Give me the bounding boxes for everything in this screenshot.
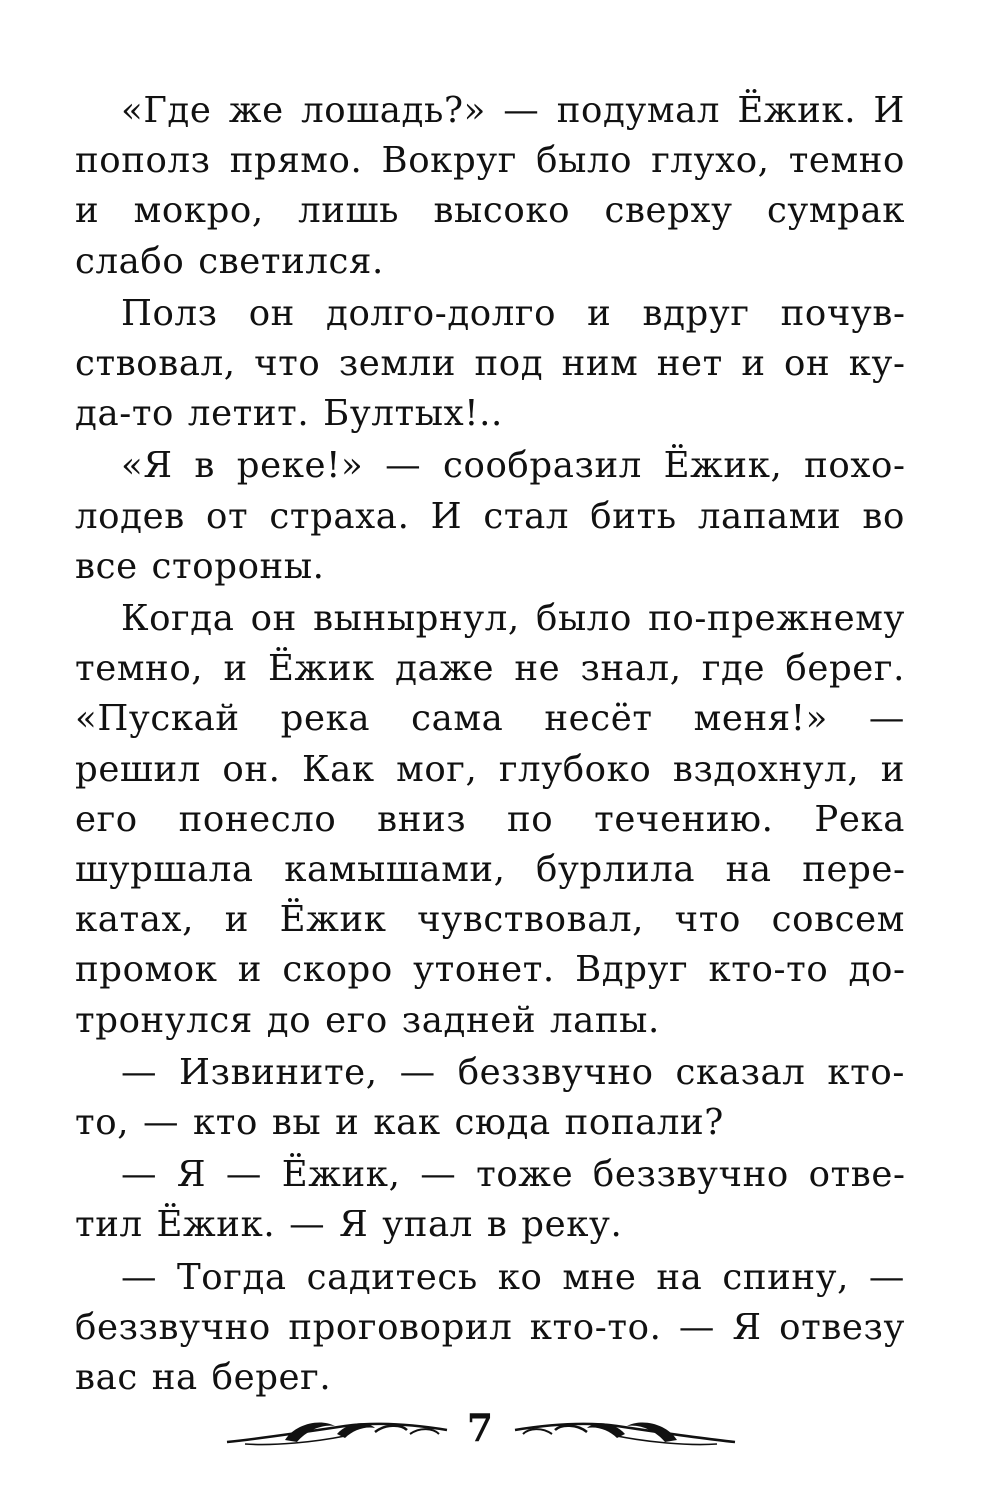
- paragraph: — Тогда садитесь ко мне на спину, — беззвучно проговорил кто-то. — Я отвезу вас на берег.: [75, 1256, 905, 1399]
- left-ornament-icon: [225, 1412, 450, 1452]
- paragraph: Когда он вынырнул, было по-прежнему темно, и Ёжик даже не знал, где берег. «Пускай река сама несёт меня!» — решил он. Как мог, глубоко вздохнул, и его понесло вниз по течению. Река шуршала камышами, бурлила на перекатах, и Ёжик чувствовал, что совсем промок и скоро утонет. Вдруг кто-то дотронулся до его задней лапы.: [75, 598, 905, 1041]
- page-number: 7: [466, 1405, 494, 1450]
- page-text: [75, 86, 905, 1405]
- paragraph: Полз он долго-долго и вдруг почувствовал, что земли под ним нет и он куда-то летит. Бултых!..: [75, 292, 905, 435]
- paragraph: — Я — Ёжик, — тоже беззвучно ответил Ёжик. — Я упал в реку.: [75, 1154, 905, 1246]
- paragraph: «Я в реке!» — сообразил Ёжик, похолодев от страха. И стал бить лапами во все стороны.: [75, 445, 905, 587]
- paragraph: — Извините, — беззвучно сказал кто-то, — кто вы и как сюда попали?: [75, 1051, 905, 1144]
- right-ornament-icon: [512, 1412, 737, 1452]
- paragraph: «Где же лошадь?» — подумал Ёжик. И пополз прямо. Вокруг было глухо, темно и мокро, лишь высоко сверху сумрак слабо светился.: [75, 90, 905, 282]
